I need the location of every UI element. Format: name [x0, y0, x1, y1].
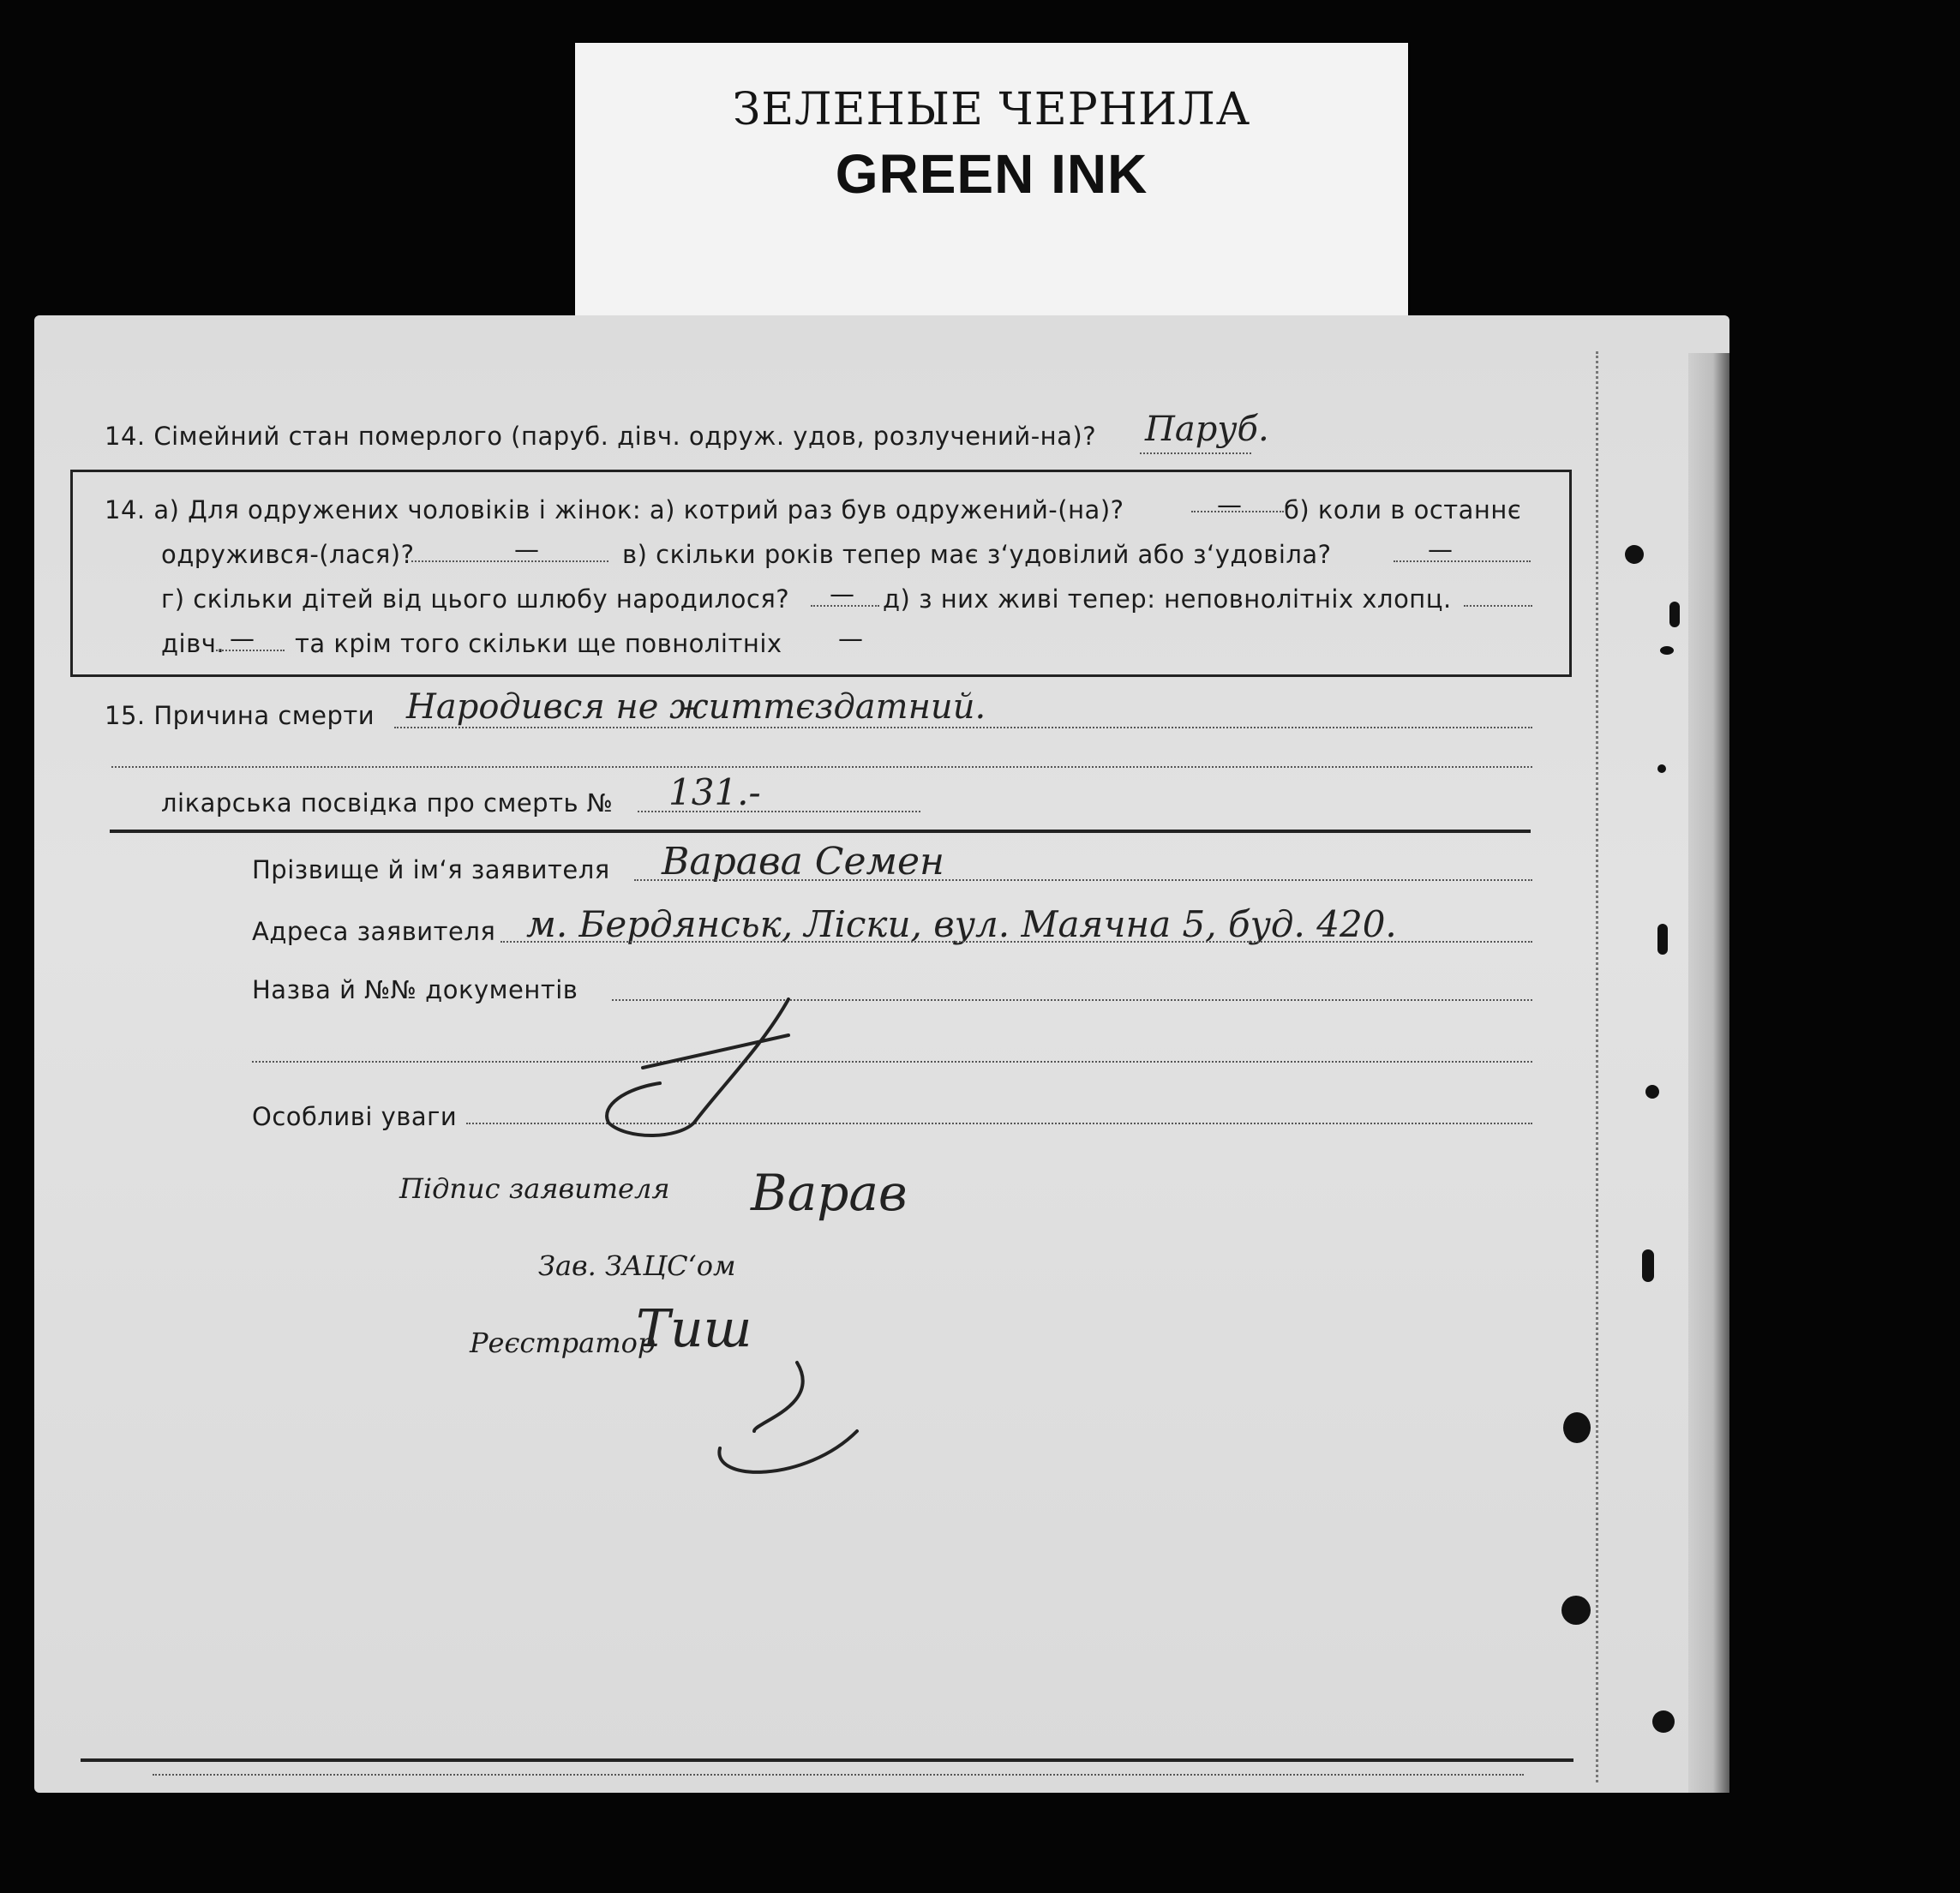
registrar-label: Реєстратор	[470, 1327, 656, 1359]
q14a-line1-label: 14. а) Для одружених чоловіків і жінок: а) котрий раз був одружений-(на)?	[105, 495, 1124, 524]
q14a-line3-label: г) скільки дітей від цього шлюбу народилося?	[161, 584, 790, 614]
binder-hole	[1657, 764, 1666, 773]
label-russian: ЗЕЛЕНЫЕ ЧЕРНИЛА	[732, 84, 1251, 135]
binder-hole	[1669, 602, 1680, 627]
q14-marital-status-label: 14. Сімейний стан померлого (паруб. дівч. одруж. удов, розлучений-на)?	[105, 422, 1097, 451]
q14-marital-status-answer: Паруб.	[1145, 410, 1269, 449]
documents-dots-2	[252, 1061, 1532, 1063]
binder-hole	[1660, 646, 1674, 655]
q15-dots-2	[111, 766, 1532, 768]
q14-answer-dots	[1140, 452, 1251, 454]
label-english: GREEN INK	[835, 143, 1148, 205]
q14a-line3-dash: —	[830, 579, 855, 608]
registrar-flourish	[703, 1354, 874, 1491]
q14a-line2-dots1	[411, 560, 608, 562]
binder-hole	[1561, 1596, 1591, 1625]
binder-hole	[1652, 1710, 1675, 1733]
q14a-line4b-label: та крім того скільки ще повнолітніх	[295, 629, 782, 658]
bottom-rule	[81, 1758, 1573, 1762]
q14a-line2-dash1: —	[514, 535, 540, 564]
special-notes-label: Особливі уваги	[252, 1102, 458, 1131]
q14a-line2-dash2: —	[1428, 535, 1454, 564]
certificate-dots	[638, 811, 920, 812]
applicant-signature-label: Підпис заявителя	[399, 1172, 670, 1205]
binder-hole	[1563, 1412, 1591, 1443]
applicant-address-label: Адреса заявителя	[252, 917, 496, 946]
archive-label-card	[575, 43, 1408, 331]
q14a-line1-dash: —	[1217, 490, 1243, 519]
death-certificate-label: лікарська посвідка про смерть №	[161, 788, 614, 818]
applicant-name-label: Прізвище й ім‘я заявителя	[252, 855, 610, 884]
bottom-dots	[153, 1774, 1524, 1776]
applicant-name-dots	[634, 879, 1532, 881]
q15-dots-1	[394, 727, 1532, 728]
registrar-signature: Тиш	[636, 1299, 752, 1359]
binder-hole	[1645, 1085, 1659, 1099]
q15-cause-of-death-answer: Народився не життєздатний.	[406, 687, 986, 727]
documents-label: Назва й №№ документів	[252, 975, 578, 1004]
q15-cause-of-death-label: 15. Причина смерти	[105, 701, 375, 730]
death-certificate-number: 131.-	[668, 771, 761, 813]
q14a-line2-dots2	[1394, 560, 1531, 562]
applicant-address-dots	[500, 941, 1532, 943]
applicant-address-value: м. Бердянськ, Ліски, вул. Маячна 5, буд. 420.	[526, 903, 1397, 945]
registry-head-label: Зав. ЗАЦС‘ом	[538, 1249, 736, 1282]
applicant-signature: Варав	[751, 1164, 908, 1222]
q14a-line3-dots2	[1464, 605, 1532, 607]
q14a-line3b-label: д) з них живі тепер: неповнолітніх хлопц.	[883, 584, 1452, 614]
q14a-line4-dash1: —	[230, 624, 255, 653]
q14a-line1b-label: б) коли в останнє	[1284, 495, 1522, 524]
q14a-line4-dash2: —	[838, 624, 864, 653]
binder-hole	[1657, 924, 1668, 955]
sheet-edge	[1688, 353, 1729, 1793]
binder-hole	[1625, 545, 1644, 564]
q14a-line4-label: дівч.	[161, 629, 225, 658]
fold-line	[1596, 351, 1598, 1782]
section-divider	[110, 830, 1531, 833]
q14a-line2b-label: в) скільки років тепер має з‘удовілий або з‘удовіла?	[622, 540, 1332, 569]
binder-hole	[1642, 1249, 1654, 1282]
applicant-name-value: Варава Семен	[662, 840, 944, 884]
q14a-line2-label: одружився-(лася)?	[161, 540, 415, 569]
strike-flourish	[591, 994, 814, 1140]
